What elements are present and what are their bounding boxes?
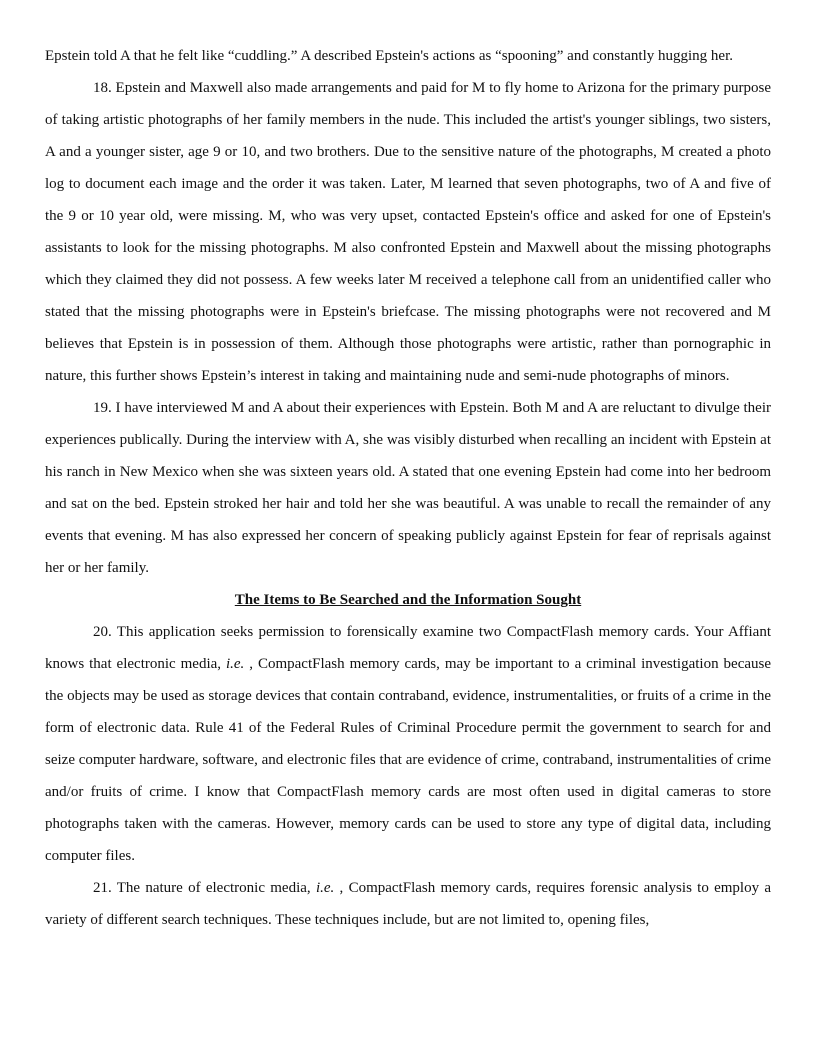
paragraph-20 xyxy=(45,616,771,872)
paragraph-text-b: , CompactFlash memory cards, may be important to a criminal investigation because the objects may be used as storage devices that contain contraband, evidence, instrumentalities, or fruits of a crime in the form of electronic data. Rule 41 of the Federal Rules of Criminal Procedure permit the government to search for and seize computer hardware, software, and electronic files that are evidence of crime, contraband, instrumentalities of crime and/or fruits of crime. I know that CompactFlash memory cards are most often used in digital cameras to store photographs taken with the cameras. However, memory cards can be used to store any type of digital data, including computer files. xyxy=(45,656,772,864)
paragraph-number: 19. xyxy=(93,400,112,416)
paragraph-text-a: The nature of electronic media, xyxy=(116,880,311,896)
document-page xyxy=(45,40,771,936)
paragraph-text: Epstein and Maxwell also made arrangements and paid for M to fly home to Arizona for the primary purpose of taking artistic photographs of her family members in the nude. This included the artist's younger siblings, two sisters, A and a younger sister, age 9 or 10, and two brothers. Due to the sensitive nature of the photographs, M created a photo log to document each image and the order it was taken. Later, M learned that seven photographs, two of A and five of the 9 or 10 year old, were missing. M, who was very upset, contacted Epstein's office and asked for one of Epstein's assistants to look for the missing photographs. M also confronted Epstein and Maxwell about the missing photographs which they claimed they did not possess. A few weeks later M received a telephone call from an unidentified caller who stated that the missing photographs were in Epstein's briefcase. The missing photographs were not recovered and M believes that Epstein is in possession of them. Although those photographs were artistic, rather than pornographic in nature, this further shows Epstein’s interest in taking and maintaining nude and semi-nude photographs of minors. xyxy=(45,80,771,384)
paragraph-number: 21. xyxy=(93,880,112,896)
paragraph-19 xyxy=(45,392,771,584)
section-heading: The Items to Be Searched and the Information Sought xyxy=(234,592,582,608)
ie-abbreviation: i.e. xyxy=(315,880,335,896)
paragraph-text-b: , CompactFlash memory cards, requires forensic analysis to employ a variety of different search techniques. These techniques include, but are not limited to, opening files, xyxy=(45,880,772,928)
paragraph-18 xyxy=(45,72,771,392)
paragraph-number: 20. xyxy=(93,624,112,640)
paragraph-21 xyxy=(45,872,771,936)
paragraph-text-a: This application seeks permission to forensically examine two CompactFlash memory cards. Your Affiant knows that electronic media, xyxy=(45,624,771,672)
paragraph-continued: Epstein told A that he felt like “cuddling.” A described Epstein's actions as “spooning” and constantly hugging her. xyxy=(45,48,733,64)
paragraph-number: 18. xyxy=(93,80,112,96)
ie-abbreviation: i.e. xyxy=(225,656,245,672)
paragraph-text: I have interviewed M and A about their experiences with Epstein. Both M and A are reluctant to divulge their experiences publically. During the interview with A, she was visibly disturbed when recalling an incident with Epstein at his ranch in New Mexico when she was sixteen years old. A stated that one evening Epstein had come into her bedroom and sat on the bed. Epstein stroked her hair and told her she was beautiful. A was unable to recall the remainder of any events that evening. M has also expressed her concern of speaking publicly against Epstein for fear of reprisals against her or her family. xyxy=(45,400,772,576)
